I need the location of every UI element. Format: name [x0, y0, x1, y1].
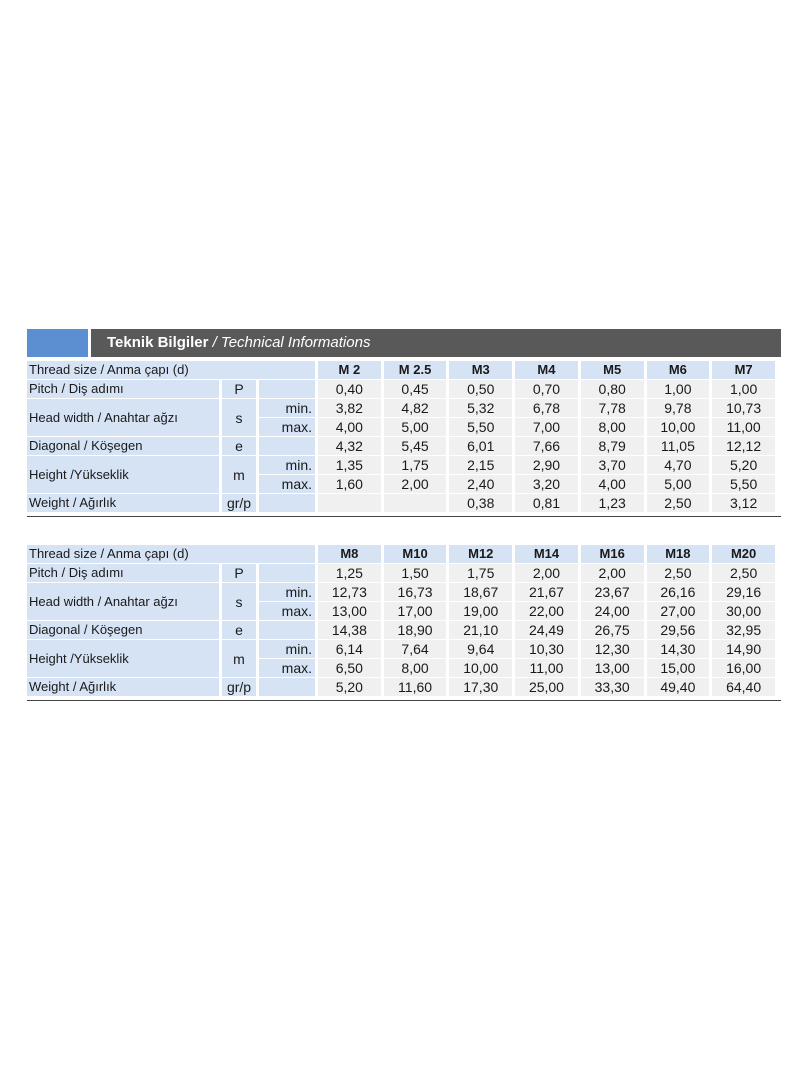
- thread-size-label: Thread size / Anma çapı (d): [27, 361, 315, 379]
- head-width-max-value: 10,00: [647, 418, 710, 436]
- table-row: [27, 678, 775, 696]
- diagonal-spacer: [259, 437, 315, 455]
- weight-value: 33,30: [581, 678, 644, 696]
- pitch-symbol: P: [222, 380, 256, 398]
- head-width-min-value: 29,16: [712, 583, 775, 601]
- height-max-value: 15,00: [647, 659, 710, 677]
- weight-label: Weight / Ağırlık: [27, 678, 219, 696]
- height-min-value: 7,64: [384, 640, 447, 658]
- thread-size-header: M5: [581, 361, 644, 379]
- weight-spacer: [259, 494, 315, 512]
- thread-size-header: M20: [712, 545, 775, 563]
- min-label: min.: [259, 456, 315, 474]
- weight-symbol: gr/p: [222, 678, 256, 696]
- diagonal-symbol: e: [222, 621, 256, 639]
- weight-spacer: [259, 678, 315, 696]
- pitch-value: 0,70: [515, 380, 578, 398]
- height-min-value: 10,30: [515, 640, 578, 658]
- head-width-max-value: 17,00: [384, 602, 447, 620]
- table-row: [27, 564, 775, 582]
- table-row: [27, 399, 775, 417]
- thread-size-header: M4: [515, 361, 578, 379]
- diagonal-label: Diagonal / Köşegen: [27, 437, 219, 455]
- diagonal-value: 32,95: [712, 621, 775, 639]
- diagonal-value: 12,12: [712, 437, 775, 455]
- min-label: min.: [259, 399, 315, 417]
- weight-value: 11,60: [384, 678, 447, 696]
- spec-table-1: [24, 360, 778, 513]
- head-width-min-value: 26,16: [647, 583, 710, 601]
- head-width-max-value: 13,00: [318, 602, 381, 620]
- thread-size-header: M12: [449, 545, 512, 563]
- height-min-value: 4,70: [647, 456, 710, 474]
- head-width-min-value: 4,82: [384, 399, 447, 417]
- head-width-min-value: 7,78: [581, 399, 644, 417]
- thread-size-header: M6: [647, 361, 710, 379]
- diagonal-value: 26,75: [581, 621, 644, 639]
- max-label: max.: [259, 418, 315, 436]
- diagonal-value: 29,56: [647, 621, 710, 639]
- height-min-value: 2,15: [449, 456, 512, 474]
- height-min-value: 3,70: [581, 456, 644, 474]
- pitch-label: Pitch / Diş adımı: [27, 564, 219, 582]
- weight-value: 2,50: [647, 494, 710, 512]
- thread-size-header: M10: [384, 545, 447, 563]
- thread-size-header: M16: [581, 545, 644, 563]
- head-width-max-value: 4,00: [318, 418, 381, 436]
- height-max-value: 4,00: [581, 475, 644, 493]
- diagonal-value: 5,45: [384, 437, 447, 455]
- thread-size-header: M14: [515, 545, 578, 563]
- weight-value: 49,40: [647, 678, 710, 696]
- max-label: max.: [259, 659, 315, 677]
- pitch-spacer: [259, 380, 315, 398]
- pitch-value: 0,80: [581, 380, 644, 398]
- diagonal-value: 24,49: [515, 621, 578, 639]
- head-width-min-value: 12,73: [318, 583, 381, 601]
- weight-value: [318, 494, 381, 512]
- diagonal-value: 4,32: [318, 437, 381, 455]
- spec-table-2: [24, 544, 778, 697]
- pitch-value: 0,45: [384, 380, 447, 398]
- table-row: [27, 494, 775, 512]
- height-min-value: 2,90: [515, 456, 578, 474]
- weight-value: 5,20: [318, 678, 381, 696]
- height-min-value: 1,75: [384, 456, 447, 474]
- thread-size-header: M7: [712, 361, 775, 379]
- head-width-max-value: 27,00: [647, 602, 710, 620]
- diagonal-value: 8,79: [581, 437, 644, 455]
- table-1-bottom-rule: [27, 516, 781, 517]
- pitch-spacer: [259, 564, 315, 582]
- section-banner: [27, 329, 781, 357]
- table-row: [27, 545, 775, 563]
- height-max-value: 13,00: [581, 659, 644, 677]
- pitch-value: 1,50: [384, 564, 447, 582]
- head-width-symbol: s: [222, 583, 256, 620]
- table-row: [27, 456, 775, 474]
- thread-size-header: M 2: [318, 361, 381, 379]
- thread-size-header: M 2.5: [384, 361, 447, 379]
- pitch-symbol: P: [222, 564, 256, 582]
- pitch-value: 2,00: [581, 564, 644, 582]
- height-max-value: 1,60: [318, 475, 381, 493]
- table-row: [27, 361, 775, 379]
- head-width-max-value: 19,00: [449, 602, 512, 620]
- diagonal-value: 21,10: [449, 621, 512, 639]
- table-row: [27, 640, 775, 658]
- diagonal-value: 7,66: [515, 437, 578, 455]
- height-symbol: m: [222, 640, 256, 677]
- height-max-value: 3,20: [515, 475, 578, 493]
- weight-symbol: gr/p: [222, 494, 256, 512]
- height-max-value: 8,00: [384, 659, 447, 677]
- weight-value: 1,23: [581, 494, 644, 512]
- max-label: max.: [259, 475, 315, 493]
- height-min-value: 14,30: [647, 640, 710, 658]
- diagonal-value: 18,90: [384, 621, 447, 639]
- table-row: [27, 583, 775, 601]
- weight-label: Weight / Ağırlık: [27, 494, 219, 512]
- table-row: [27, 621, 775, 639]
- head-width-min-value: 10,73: [712, 399, 775, 417]
- weight-value: 25,00: [515, 678, 578, 696]
- head-width-max-value: 5,00: [384, 418, 447, 436]
- pitch-value: 0,50: [449, 380, 512, 398]
- pitch-value: 1,25: [318, 564, 381, 582]
- diagonal-label: Diagonal / Köşegen: [27, 621, 219, 639]
- head-width-min-value: 5,32: [449, 399, 512, 417]
- table-2-bottom-rule: [27, 700, 781, 701]
- weight-value: 3,12: [712, 494, 775, 512]
- diagonal-value: 11,05: [647, 437, 710, 455]
- height-min-value: 6,14: [318, 640, 381, 658]
- diagonal-value: 6,01: [449, 437, 512, 455]
- head-width-min-value: 6,78: [515, 399, 578, 417]
- pitch-value: 1,75: [449, 564, 512, 582]
- thread-size-header: M8: [318, 545, 381, 563]
- height-min-value: 9,64: [449, 640, 512, 658]
- height-max-value: 2,00: [384, 475, 447, 493]
- title-english: / Technical Informations: [212, 334, 371, 351]
- height-max-value: 5,50: [712, 475, 775, 493]
- head-width-min-value: 18,67: [449, 583, 512, 601]
- table-row: [27, 380, 775, 398]
- head-width-min-value: 23,67: [581, 583, 644, 601]
- pitch-value: 0,40: [318, 380, 381, 398]
- head-width-min-value: 3,82: [318, 399, 381, 417]
- head-width-max-value: 24,00: [581, 602, 644, 620]
- height-min-value: 14,90: [712, 640, 775, 658]
- banner-title: [91, 329, 781, 357]
- height-max-value: 6,50: [318, 659, 381, 677]
- min-label: min.: [259, 583, 315, 601]
- head-width-max-value: 11,00: [712, 418, 775, 436]
- diagonal-spacer: [259, 621, 315, 639]
- thread-size-label: Thread size / Anma çapı (d): [27, 545, 315, 563]
- pitch-value: 2,50: [712, 564, 775, 582]
- head-width-min-value: 21,67: [515, 583, 578, 601]
- height-min-value: 1,35: [318, 456, 381, 474]
- title-turkish: Teknik Bilgiler: [107, 334, 209, 351]
- diagonal-symbol: e: [222, 437, 256, 455]
- height-max-value: 2,40: [449, 475, 512, 493]
- height-label: Height /Yükseklik: [27, 456, 219, 493]
- diagonal-value: 14,38: [318, 621, 381, 639]
- height-max-value: 11,00: [515, 659, 578, 677]
- head-width-max-value: 8,00: [581, 418, 644, 436]
- weight-value: 64,40: [712, 678, 775, 696]
- height-max-value: 5,00: [647, 475, 710, 493]
- height-min-value: 12,30: [581, 640, 644, 658]
- height-max-value: 16,00: [712, 659, 775, 677]
- pitch-value: 1,00: [647, 380, 710, 398]
- pitch-value: 2,00: [515, 564, 578, 582]
- head-width-label: Head width / Anahtar ağzı: [27, 399, 219, 436]
- weight-value: 17,30: [449, 678, 512, 696]
- head-width-min-value: 16,73: [384, 583, 447, 601]
- table-row: [27, 437, 775, 455]
- pitch-value: 2,50: [647, 564, 710, 582]
- thread-size-header: M18: [647, 545, 710, 563]
- pitch-value: 1,00: [712, 380, 775, 398]
- height-max-value: 10,00: [449, 659, 512, 677]
- height-label: Height /Yükseklik: [27, 640, 219, 677]
- min-label: min.: [259, 640, 315, 658]
- weight-value: 0,38: [449, 494, 512, 512]
- max-label: max.: [259, 602, 315, 620]
- head-width-max-value: 30,00: [712, 602, 775, 620]
- head-width-max-value: 5,50: [449, 418, 512, 436]
- weight-value: [384, 494, 447, 512]
- head-width-symbol: s: [222, 399, 256, 436]
- head-width-min-value: 9,78: [647, 399, 710, 417]
- head-width-label: Head width / Anahtar ağzı: [27, 583, 219, 620]
- height-min-value: 5,20: [712, 456, 775, 474]
- thread-size-header: M3: [449, 361, 512, 379]
- head-width-max-value: 7,00: [515, 418, 578, 436]
- weight-value: 0,81: [515, 494, 578, 512]
- height-symbol: m: [222, 456, 256, 493]
- banner-accent-block: [27, 329, 88, 357]
- pitch-label: Pitch / Diş adımı: [27, 380, 219, 398]
- head-width-max-value: 22,00: [515, 602, 578, 620]
